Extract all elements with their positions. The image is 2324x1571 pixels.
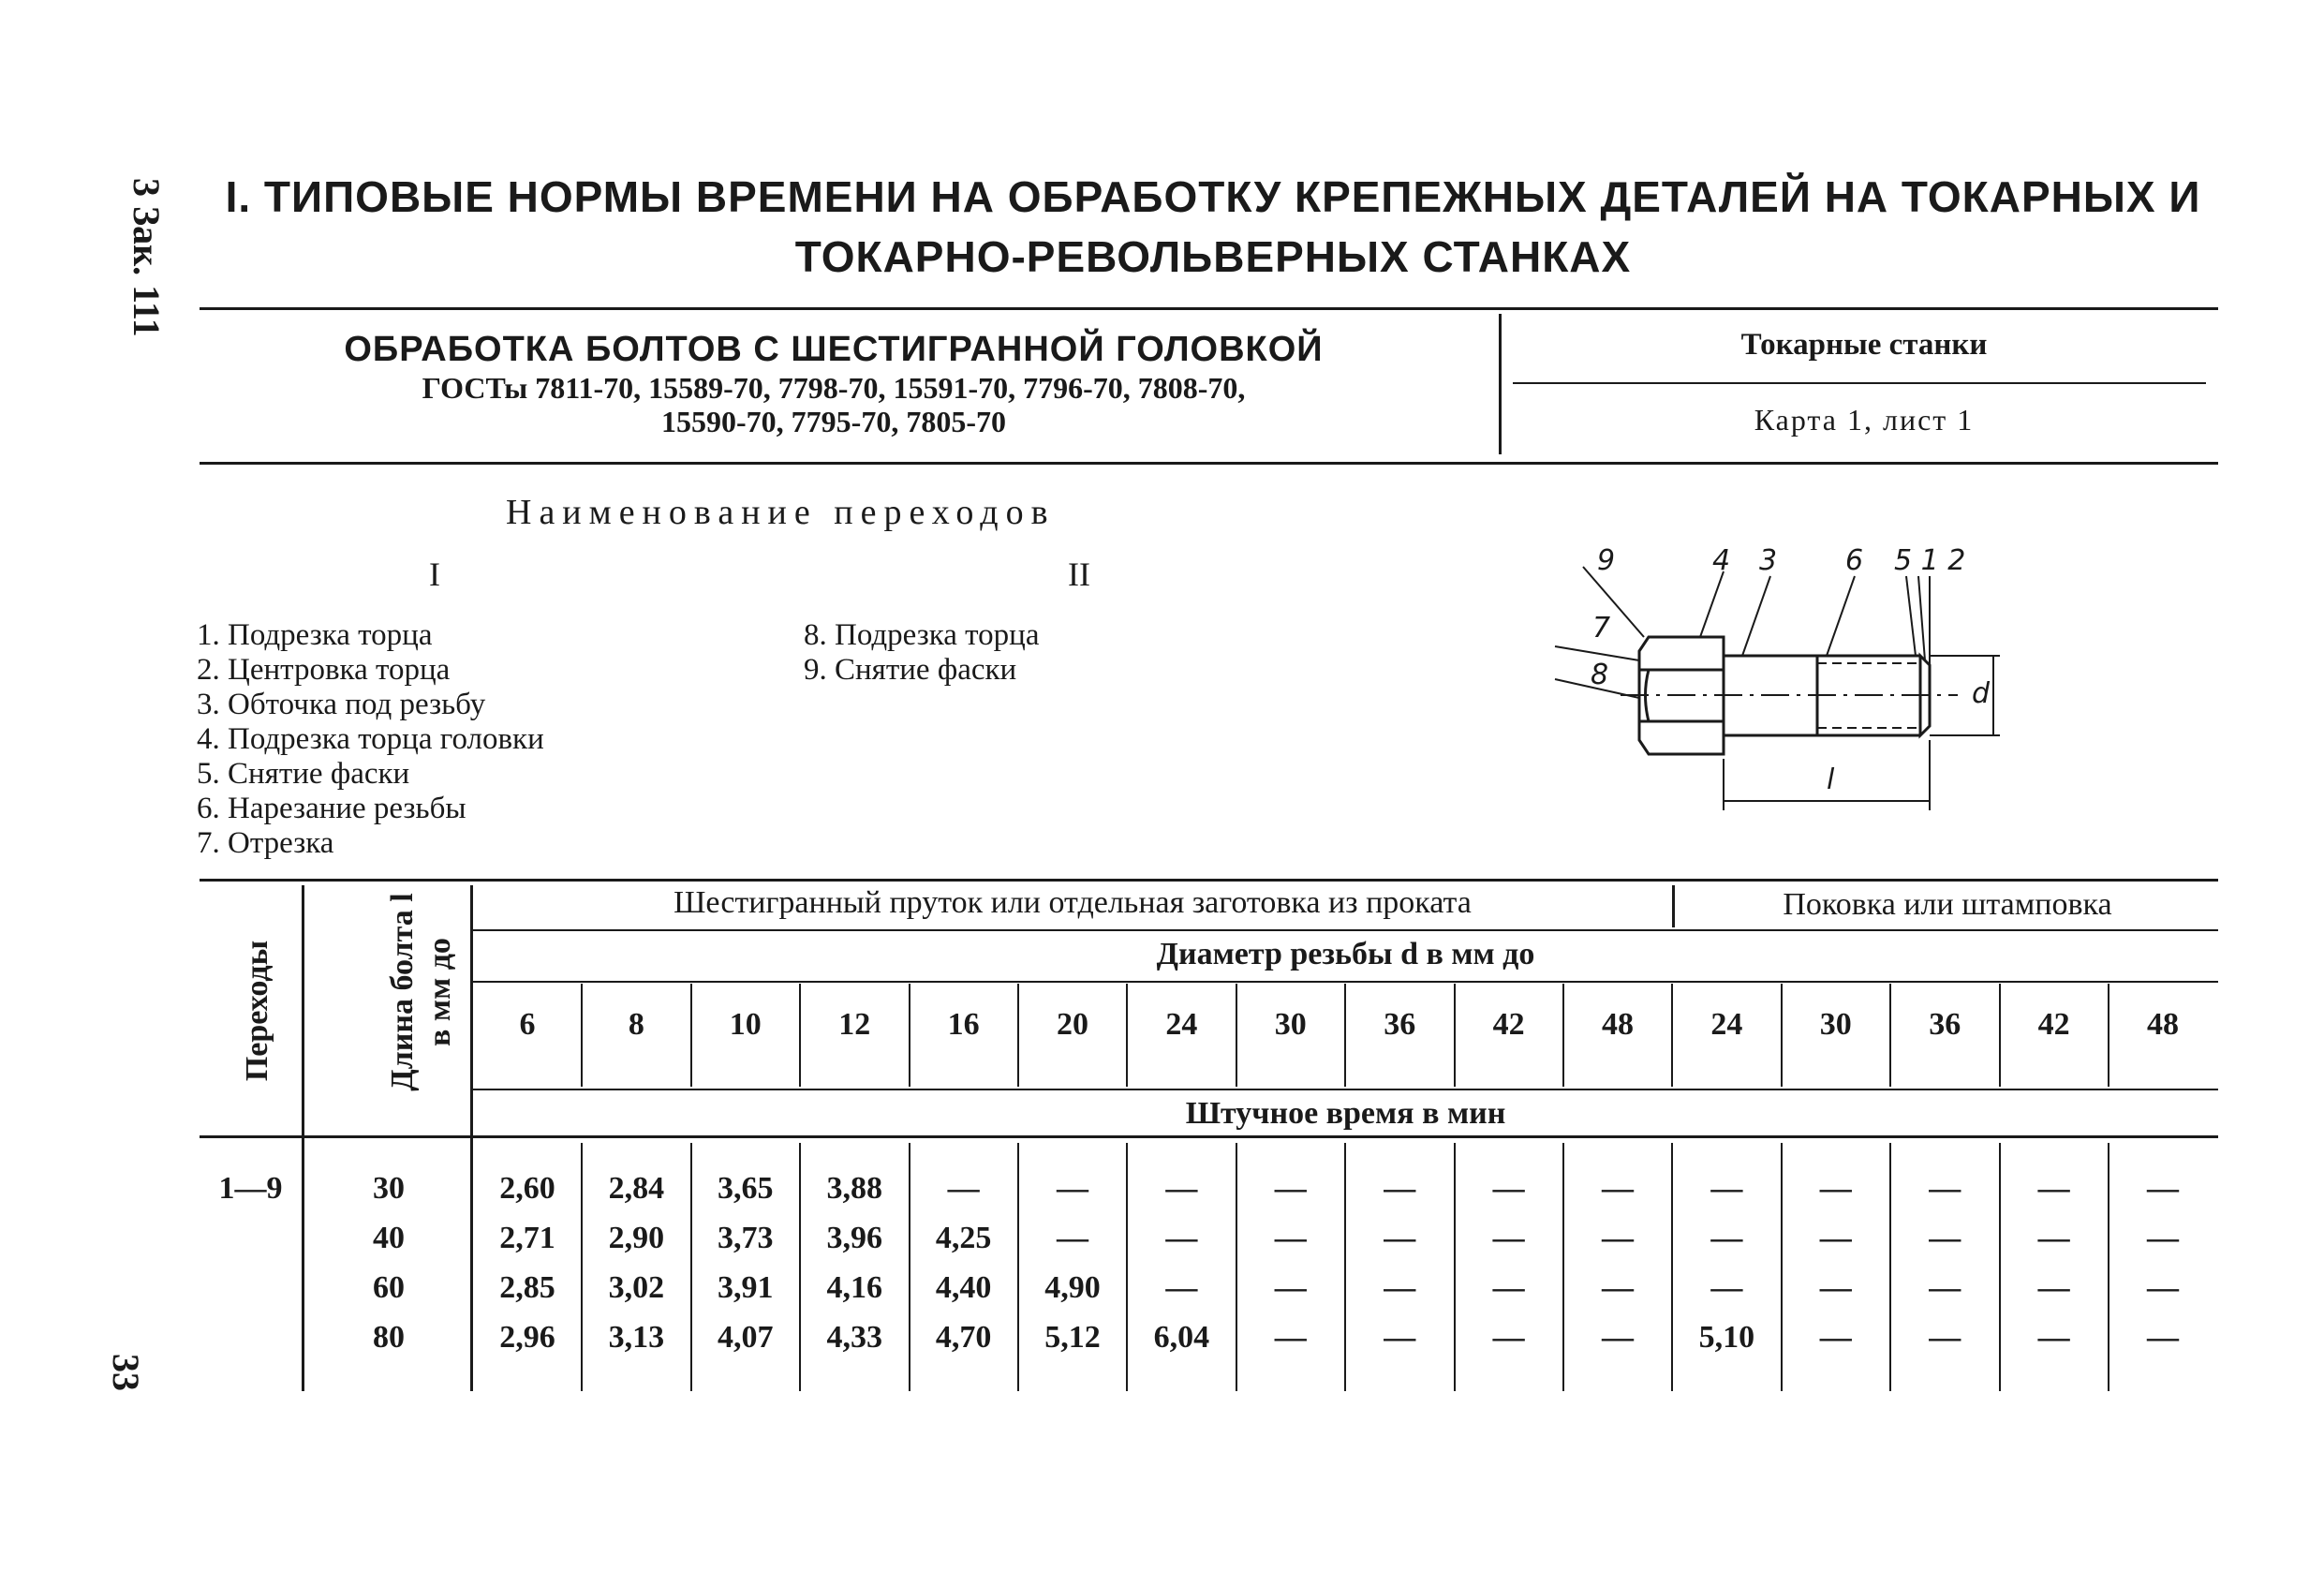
diameter-col-header: 36 xyxy=(1384,1007,1416,1042)
time-cell: 4,90 xyxy=(1044,1270,1101,1305)
length-header-1: Длина болта l xyxy=(385,893,420,1091)
label-4: 4 xyxy=(1712,544,1731,577)
title-line-2: ТОКАРНО-РЕВОЛЬВЕРНЫХ СТАНКАХ xyxy=(794,232,1632,281)
gost-line-2: 15590-70, 7795-70, 7805-70 xyxy=(661,405,1006,438)
header-bottom-rule-table xyxy=(200,1135,2218,1138)
time-cell: — xyxy=(1165,1171,1198,1206)
header-divider xyxy=(1499,314,1502,454)
time-rule xyxy=(473,1089,2218,1090)
diameter-col-header: 8 xyxy=(628,1007,644,1042)
time-cell: 3,96 xyxy=(826,1221,882,1255)
time-cell: 3,88 xyxy=(826,1171,882,1206)
time-cell: — xyxy=(1057,1221,1088,1255)
time-cell: — xyxy=(2037,1320,2070,1355)
time-cell: — xyxy=(1384,1270,1416,1305)
col-divider xyxy=(302,885,304,1391)
length-header-2: в мм до xyxy=(422,938,457,1046)
operation-header xyxy=(201,328,1466,438)
diameter-col-header: 42 xyxy=(1492,1007,1525,1042)
time-cell: — xyxy=(2037,1270,2070,1305)
time-cell: — xyxy=(2037,1221,2070,1255)
time-cell: — xyxy=(1274,1171,1307,1206)
operations-group-2 xyxy=(804,618,1039,688)
time-cell: 2,90 xyxy=(608,1221,665,1255)
time-cell: 6,04 xyxy=(1153,1320,1210,1355)
time-cell: 3,02 xyxy=(608,1270,665,1305)
time-cell: — xyxy=(2147,1270,2179,1305)
list-item: 8. Подрезка торца xyxy=(804,618,1040,652)
label-3: 3 xyxy=(1759,544,1778,577)
time-cell: — xyxy=(1274,1221,1307,1255)
list-item: 1. Подрезка торца xyxy=(197,618,433,652)
time-cell: — xyxy=(1384,1320,1416,1355)
time-cell: — xyxy=(1492,1171,1525,1206)
list-item: 9. Снятие фаски xyxy=(804,653,1017,687)
card-label: Карта 1, лист 1 xyxy=(1754,403,1975,437)
time-cell: — xyxy=(2147,1221,2179,1255)
list-item: 6. Нарезание резьбы xyxy=(197,792,466,825)
time-cell: 3,73 xyxy=(718,1221,774,1255)
transitions-cell: 1—9 xyxy=(218,1171,283,1206)
diameter-col-header: 48 xyxy=(2147,1007,2179,1042)
time-cell: 4,25 xyxy=(935,1221,992,1255)
group-1-label: I xyxy=(429,556,440,593)
time-cell: — xyxy=(1165,1221,1198,1255)
time-cell: 4,40 xyxy=(935,1270,992,1305)
length-cell: 80 xyxy=(373,1320,405,1355)
label-l: l xyxy=(1827,763,1835,796)
label-9: 9 xyxy=(1597,544,1616,577)
diameter-col-header: 24 xyxy=(1710,1007,1743,1042)
time-cell: 4,07 xyxy=(718,1320,774,1355)
bolt-diagram xyxy=(1546,534,2033,815)
time-cell: — xyxy=(1710,1270,1743,1305)
time-cell: 5,12 xyxy=(1044,1320,1101,1355)
label-512: 5 1 2 xyxy=(1894,544,1966,577)
length-cell: 30 xyxy=(373,1171,405,1206)
diameter-rule xyxy=(473,981,2218,983)
time-cell: — xyxy=(1819,1221,1852,1255)
diameter-col-header: 16 xyxy=(947,1007,980,1042)
time-header: Штучное время в мин xyxy=(1185,1096,1506,1131)
diameter-col-header: 30 xyxy=(1819,1007,1852,1042)
header-top-rule xyxy=(200,307,2218,310)
time-cell: — xyxy=(2147,1171,2179,1206)
time-cell: — xyxy=(1602,1320,1634,1355)
time-cell: — xyxy=(1384,1221,1416,1255)
length-cell: 60 xyxy=(373,1270,405,1305)
time-cell: — xyxy=(1602,1270,1634,1305)
group-forging-header: Поковка или штамповка xyxy=(1783,887,2112,922)
time-cell: — xyxy=(1602,1221,1634,1255)
time-cell: — xyxy=(2147,1320,2179,1355)
diameter-col-header: 48 xyxy=(1602,1007,1634,1042)
diameter-col-header: 24 xyxy=(1165,1007,1198,1042)
time-cell: 3,13 xyxy=(608,1320,665,1355)
label-8: 8 xyxy=(1591,659,1609,691)
time-cell: — xyxy=(1492,1270,1525,1305)
time-cell: — xyxy=(1710,1171,1743,1206)
page-number: 33 xyxy=(105,1354,147,1391)
header-bottom-rule xyxy=(200,462,2218,465)
list-item: 5. Снятие фаски xyxy=(197,757,410,791)
list-item: 3. Обточка под резьбу xyxy=(197,688,486,721)
diameter-col-header: 30 xyxy=(1274,1007,1307,1042)
page-title xyxy=(192,167,2234,287)
group-divider xyxy=(1672,885,1675,927)
title-line-1: I. ТИПОВЫЕ НОРМЫ ВРЕМЕНИ НА ОБРАБОТКУ КРЕПЕЖНЫХ ДЕТАЛЕЙ НА ТОКАРНЫХ И xyxy=(225,172,2201,221)
list-item: 7. Отрезка xyxy=(197,826,334,860)
time-cell: 4,70 xyxy=(935,1320,992,1355)
header-right-rule xyxy=(1513,382,2206,384)
time-cell: — xyxy=(1057,1171,1088,1206)
gost-line-1: ГОСТы 7811-70, 15589-70, 7798-70, 15591-70, 7796-70, 7808-70, xyxy=(422,371,1246,405)
time-cell: — xyxy=(1384,1171,1416,1206)
diameter-col-header: 6 xyxy=(519,1007,536,1042)
group-bar-header: Шестигранный пруток или отдельная заготовка из проката xyxy=(674,885,1472,920)
time-cell: — xyxy=(1929,1221,1961,1255)
time-cell: 5,10 xyxy=(1698,1320,1755,1355)
operations-title: Наименование переходов xyxy=(506,493,1056,532)
time-cell: — xyxy=(1165,1270,1198,1305)
transitions-header: Переходы xyxy=(240,940,274,1082)
machines-label: Токарные станки xyxy=(1740,328,1988,362)
time-cell: — xyxy=(1819,1270,1852,1305)
time-cell: — xyxy=(1274,1270,1307,1305)
time-cell: — xyxy=(1492,1320,1525,1355)
group-rule xyxy=(473,929,2218,931)
length-cell: 40 xyxy=(373,1221,405,1255)
time-cell: 4,16 xyxy=(826,1270,882,1305)
list-item: 2. Центровка торца xyxy=(197,653,451,687)
operations-group-1 xyxy=(197,618,544,861)
diameter-col-header: 20 xyxy=(1057,1007,1088,1042)
time-cell: 2,84 xyxy=(608,1171,665,1206)
time-cell: 3,91 xyxy=(718,1270,774,1305)
time-cell: — xyxy=(1492,1221,1525,1255)
time-cell: — xyxy=(1274,1320,1307,1355)
group-2-label: II xyxy=(1068,556,1090,593)
table-top-rule xyxy=(200,879,2218,882)
order-note: 3 Зак. 111 xyxy=(126,178,168,337)
diameter-col-header: 10 xyxy=(729,1007,762,1042)
time-cell: — xyxy=(1819,1320,1852,1355)
label-6: 6 xyxy=(1845,544,1864,577)
diameter-header: Диаметр резьбы d в мм до xyxy=(1156,937,1535,971)
time-cell: 4,33 xyxy=(826,1320,882,1355)
diameter-col-header: 12 xyxy=(838,1007,871,1042)
time-cell: 2,96 xyxy=(499,1320,555,1355)
time-cell: — xyxy=(1929,1270,1961,1305)
time-cell: — xyxy=(1929,1171,1961,1206)
time-cell: 2,60 xyxy=(499,1171,555,1206)
diameter-col-header: 36 xyxy=(1929,1007,1961,1042)
list-item: 4. Подрезка торца головки xyxy=(197,722,544,756)
diameter-col-header: 42 xyxy=(2037,1007,2070,1042)
time-cell: — xyxy=(1929,1320,1961,1355)
time-cell: 3,65 xyxy=(718,1171,774,1206)
time-cell: — xyxy=(947,1171,980,1206)
label-d: d xyxy=(1972,677,1991,710)
time-cell: — xyxy=(1602,1171,1634,1206)
label-7: 7 xyxy=(1592,612,1611,645)
time-cell: — xyxy=(1819,1171,1852,1206)
time-cell: — xyxy=(1710,1221,1743,1255)
time-cell: 2,85 xyxy=(499,1270,555,1305)
time-cell: — xyxy=(2037,1171,2070,1206)
operation-name: ОБРАБОТКА БОЛТОВ С ШЕСТИГРАННОЙ ГОЛОВКОЙ xyxy=(344,330,1324,369)
time-cell: 2,71 xyxy=(499,1221,555,1255)
